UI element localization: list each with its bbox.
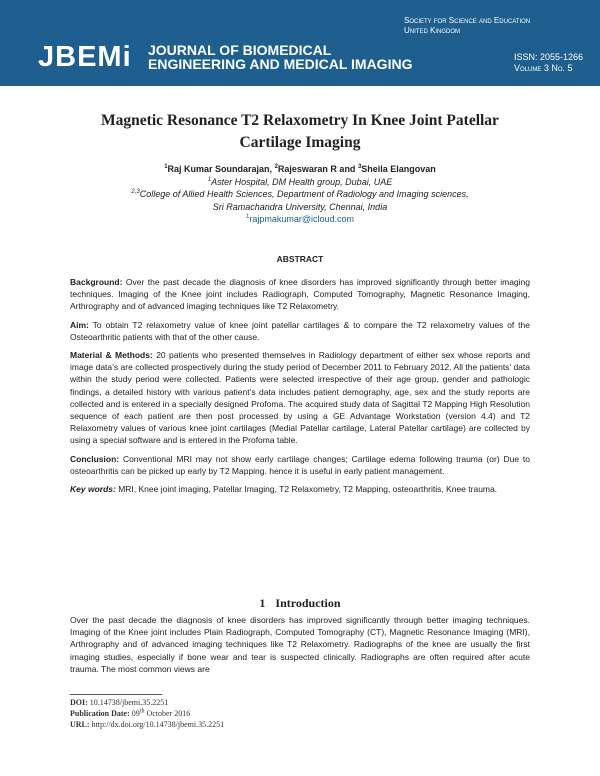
- section-title: Introduction: [275, 596, 341, 610]
- affiliation-2: $^{2,3}$College of Allied Health Sciences, Department of Radiology and Imaging sciences,: [131, 189, 469, 199]
- affiliation-1: $^1$Aster Hospital, DM Health group, Dubai, UAE: [207, 176, 393, 187]
- abstract-methods: Material & Methods: 20 patients who presented themselves in Radiology department of either sex whose reports and image data’s are collected prospectively during the study period of December 2011 to February 2012. All the patients’ data within the study period were collected. Patients were selected irrespective of their age group, gender and pathologic findings, a detailed history with various patient’s data includes patient demography, age, sex and the study reports are collected and is entered in a specially designed Profoma. The acquired study data of Sagittal T2 Mapping High Resolution sequence of each patient are then post processed by using a GE Advantage Workstation (version 4.4) and T2 Relaxometry values of various knee joint cartilages (Medial Patellar cartilage, Lateral Patellar cartilage) are collected by using a special software and is entered in the Profoma table.: [70, 350, 530, 446]
- journal-title: [148, 43, 438, 71]
- abstract-conclusion: Conclusion: Conventional MRI may not show early cartilage changes; Cartilage edema following trauma (or) Due to osteoarthritis can be picked up early by T2 Mapping. hence it is useful in early patient management.: [70, 453, 530, 476]
- author-1: Raj Kumar Soundarajan,: [167, 164, 275, 174]
- society-line2: United Kingdom: [404, 26, 461, 35]
- section-heading-introduction: [60, 596, 540, 611]
- journal-logo: JBEMi: [38, 41, 132, 73]
- issn-block: [514, 52, 594, 74]
- paper-title-line2: Cartilage Imaging: [239, 134, 361, 151]
- abstract-body: [70, 276, 530, 501]
- author-2: Rajeswaran R and: [277, 164, 358, 174]
- publication-footer: [70, 697, 370, 730]
- author-names: $^1$Raj Kumar Soundarajan, $^2$Rajeswaran R and $^3$Sheila Elangovan: [164, 164, 436, 174]
- abstract-aim: Aim: To obtain T2 relaxometry value of knee joint patellar cartilages & to compare the T2 relaxometry values of the Osteoarthritic patients with that of the other cause.: [70, 319, 530, 342]
- footer-divider: [70, 694, 162, 695]
- paper-title: [60, 110, 540, 154]
- abstract-heading: ABSTRACT: [276, 254, 324, 264]
- section-number: 1: [259, 596, 266, 610]
- volume-info: Volume 3 No. 5: [514, 63, 573, 73]
- author-3: Sheila Elangovan: [361, 164, 436, 174]
- introduction-text: Over the past decade the diagnosis of knee disorders has improved significantly through better imaging techniques. Imaging of the Knee joint includes Plain Radiograph, Computed Tomography (CT), Magnetic Resonance Imaging (MRI), Arthrography and of advanced imaging techniques like T2 Relaxometry. Radiographs of the knee are usually the first imaging studies, especially if bone wear and tear is suspected clinically. Radiographs are often required after acute trauma. The most common views are: [70, 615, 530, 674]
- journal-header: [0, 0, 600, 86]
- affiliation-2-continued: Sri Ramachandra University, Chennai, India: [212, 201, 388, 212]
- abstract-keywords: Key words: MRI, Knee joint imaging, Patellar Imaging, T2 Relaxometry, T2 Mapping, osteoarthritis, Knee trauma.: [70, 484, 498, 495]
- journal-title-line2: ENGINEERING AND MEDICAL IMAGING: [148, 56, 413, 72]
- footer-url[interactable]: URL: http://dx.doi.org/10.14738/jbemi.35.2251: [70, 720, 225, 729]
- abstract-background: Background: Over the past decade the diagnosis of knee disorders has improved significantly through better imaging techniques. Imaging of the Knee joint includes Radiograph, Computed Tomography, Magnetic Resonance Imaging, Arthrography and of advanced imaging techniques like T2 Relaxometry.: [70, 277, 530, 312]
- journal-title-line1: JOURNAL OF BIOMEDICAL: [148, 42, 332, 58]
- author-email[interactable]: $^1$rajpmakumar@icloud.com: [245, 214, 354, 224]
- footer-publication-date: Publication Date: 09th October 2016: [70, 708, 191, 718]
- paper-title-line1: Magnetic Resonance T2 Relaxometry In Knee Joint Patellar: [101, 112, 499, 129]
- society-name: [404, 16, 586, 36]
- society-line1: Society for Science and Education: [404, 16, 531, 25]
- issn: ISSN: 2055-1266: [514, 52, 584, 62]
- author-block: [60, 163, 540, 226]
- footer-doi: DOI: 10.14738/jbemi.35.2251: [70, 698, 169, 707]
